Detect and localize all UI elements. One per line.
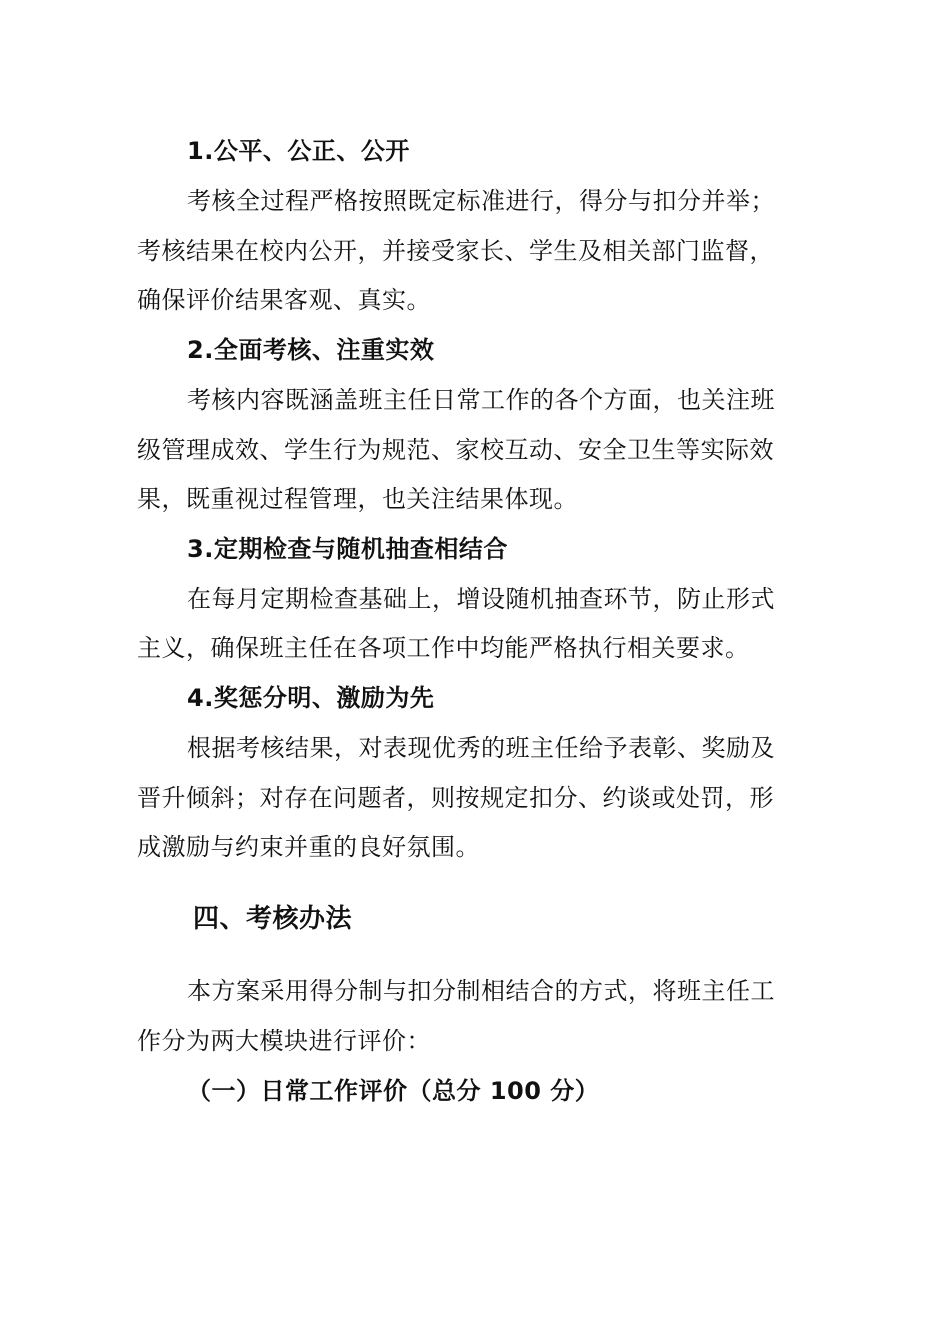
- principle-3-line-1: 在每月定期检查基础上，增设随机抽查环节，防止形式: [187, 585, 775, 613]
- principle-2-line-3: 果，既重视过程管理，也关注结果体现。: [137, 485, 578, 513]
- principle-4-line-2: 晋升倾斜；对存在问题者，则按规定扣分、约谈或处罚，形: [137, 784, 774, 812]
- principle-2-line-2: 级管理成效、学生行为规范、家校互动、安全卫生等实际效: [137, 436, 774, 464]
- principle-1-title: 1.公平、公正、公开: [187, 137, 410, 165]
- subsection-heading: （一）日常工作评价（总分 100 分）: [187, 1077, 600, 1105]
- principle-1-line-1: 考核全过程严格按照既定标准进行，得分与扣分并举；: [187, 187, 775, 215]
- section-intro-line-1: 本方案采用得分制与扣分制相结合的方式，将班主任工: [187, 977, 775, 1005]
- principle-2-title: 2.全面考核、注重实效: [187, 336, 435, 364]
- principle-4-title: 4.奖惩分明、激励为先: [187, 684, 435, 712]
- section-heading: 四、考核办法: [193, 904, 353, 934]
- principle-4-line-3: 成激励与约束并重的良好氛围。: [137, 833, 480, 861]
- principle-2-line-1: 考核内容既涵盖班主任日常工作的各个方面，也关注班: [187, 386, 775, 414]
- section-intro-line-2: 作分为两大模块进行评价：: [137, 1027, 431, 1055]
- principle-3-title: 3.定期检查与随机抽查相结合: [187, 535, 508, 563]
- principle-1-line-3: 确保评价结果客观、真实。: [137, 286, 431, 314]
- principle-1-line-2: 考核结果在校内公开，并接受家长、学生及相关部门监督，: [137, 237, 774, 265]
- principle-3-line-2: 主义，确保班主任在各项工作中均能严格执行相关要求。: [137, 634, 750, 662]
- principle-4-line-1: 根据考核结果，对表现优秀的班主任给予表彰、奖励及: [187, 734, 775, 762]
